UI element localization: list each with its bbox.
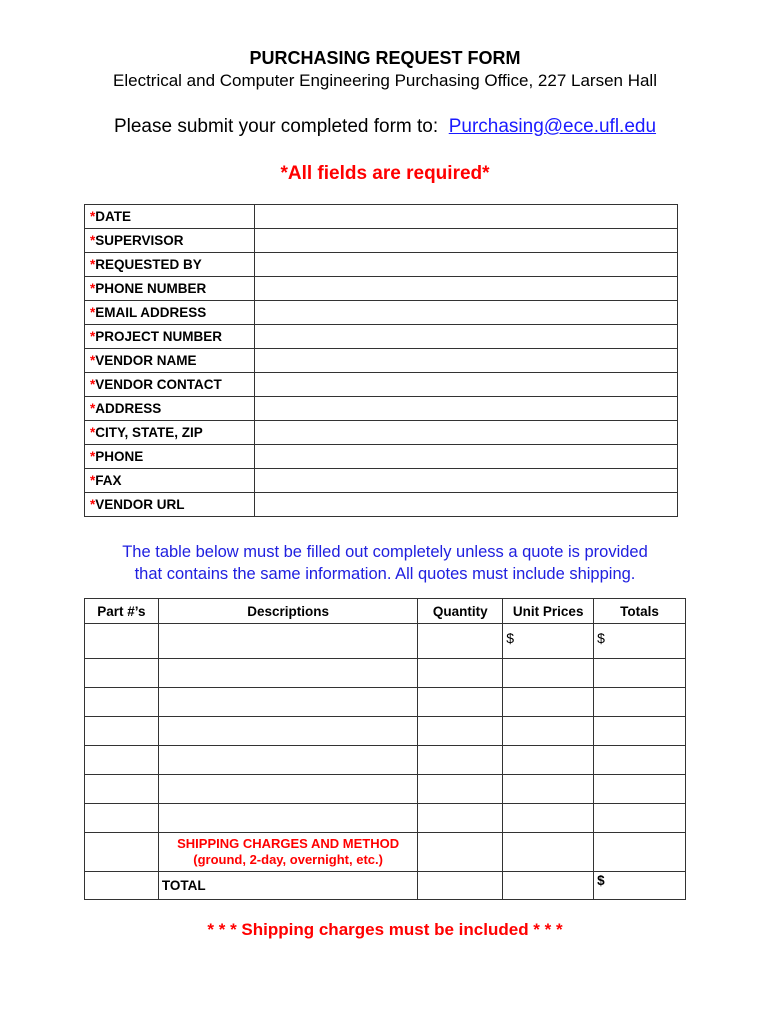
- table-row: [85, 624, 686, 659]
- field-label-text: PHONE: [95, 449, 144, 464]
- col-header-quantity: Quantity: [418, 599, 503, 624]
- grand-total-cell[interactable]: [594, 872, 686, 900]
- part-cell[interactable]: [85, 746, 159, 775]
- field-label-email-address: [85, 301, 255, 325]
- total-row: [85, 872, 686, 900]
- required-marker: *: [90, 473, 96, 488]
- field-value-phone[interactable]: [255, 445, 678, 469]
- shipping-label-line-1: SHIPPING CHARGES AND METHOD: [177, 836, 400, 851]
- field-value-address[interactable]: [255, 397, 678, 421]
- info-row: [85, 445, 678, 469]
- table-row: [85, 688, 686, 717]
- description-cell[interactable]: [158, 804, 418, 833]
- required-marker: *: [90, 233, 96, 248]
- required-marker: *: [90, 425, 96, 440]
- col-header-description: Descriptions: [158, 599, 418, 624]
- field-value-vendor-contact[interactable]: [255, 373, 678, 397]
- total-cell[interactable]: [594, 717, 686, 746]
- quantity-cell: [418, 833, 503, 872]
- field-value-date[interactable]: [255, 205, 678, 229]
- required-marker: *: [90, 449, 96, 464]
- field-label-city-state-zip: [85, 421, 255, 445]
- total-cell[interactable]: [594, 624, 686, 659]
- total-cell[interactable]: [594, 746, 686, 775]
- col-header-totals: Totals: [594, 599, 686, 624]
- info-row: [85, 253, 678, 277]
- info-row: [85, 493, 678, 517]
- info-row: [85, 469, 678, 493]
- part-cell[interactable]: [85, 717, 159, 746]
- field-label-text: FAX: [95, 473, 122, 488]
- field-value-project-number[interactable]: [255, 325, 678, 349]
- field-label-text: PHONE NUMBER: [95, 281, 207, 296]
- description-cell[interactable]: [158, 688, 418, 717]
- field-label-text: DATE: [95, 209, 132, 224]
- form-subtitle: Electrical and Computer Engineering Purchasing Office, 227 Larsen Hall: [113, 71, 657, 90]
- submit-instructions: [0, 116, 770, 138]
- quantity-cell: [418, 872, 503, 900]
- info-row: [85, 301, 678, 325]
- field-value-requested-by[interactable]: [255, 253, 678, 277]
- field-label-text: SUPERVISOR: [95, 233, 184, 248]
- field-label-text: PROJECT NUMBER: [95, 329, 223, 344]
- field-label-project-number: [85, 325, 255, 349]
- quantity-cell[interactable]: [418, 804, 503, 833]
- field-label-text: VENDOR CONTACT: [95, 377, 222, 392]
- required-marker: *: [90, 305, 96, 320]
- field-label-vendor-contact: [85, 373, 255, 397]
- info-row: [85, 229, 678, 253]
- quantity-cell[interactable]: [418, 717, 503, 746]
- table-instructions-line-2: that contains the same information. All quotes must include shipping.: [134, 565, 636, 583]
- field-value-email-address[interactable]: [255, 301, 678, 325]
- quantity-cell[interactable]: [418, 624, 503, 659]
- form-title: PURCHASING REQUEST FORM: [249, 48, 521, 68]
- field-value-vendor-url[interactable]: [255, 493, 678, 517]
- shipping-label: [158, 833, 418, 872]
- field-value-city-state-zip[interactable]: [255, 421, 678, 445]
- info-row: [85, 421, 678, 445]
- table-row: [85, 746, 686, 775]
- description-cell[interactable]: [158, 717, 418, 746]
- table-instructions-line-1: The table below must be filled out completely unless a quote is provided: [122, 543, 648, 561]
- field-label-text: VENDOR URL: [95, 497, 185, 512]
- part-cell[interactable]: [85, 624, 159, 659]
- required-marker: *: [90, 329, 96, 344]
- field-value-supervisor[interactable]: [255, 229, 678, 253]
- total-cell[interactable]: [594, 688, 686, 717]
- required-marker: *: [90, 209, 96, 224]
- unit-price-cell[interactable]: [503, 624, 594, 659]
- info-row: [85, 349, 678, 373]
- description-cell[interactable]: [158, 775, 418, 804]
- field-label-fax: [85, 469, 255, 493]
- required-marker: *: [90, 353, 96, 368]
- description-cell[interactable]: [158, 659, 418, 688]
- info-row: [85, 397, 678, 421]
- part-cell[interactable]: [85, 688, 159, 717]
- description-cell[interactable]: [158, 624, 418, 659]
- unit-price-cell[interactable]: [503, 746, 594, 775]
- unit-price-cell[interactable]: [503, 775, 594, 804]
- table-row: [85, 717, 686, 746]
- part-cell[interactable]: [85, 775, 159, 804]
- info-row: [85, 373, 678, 397]
- currency-symbol: $: [506, 630, 515, 646]
- field-label-date: [85, 205, 255, 229]
- purchasing-email-link[interactable]: Purchasing@ece.ufl.edu: [448, 116, 657, 137]
- info-row: [85, 205, 678, 229]
- table-row: [85, 804, 686, 833]
- field-label-text: EMAIL ADDRESS: [95, 305, 207, 320]
- required-marker: *: [90, 281, 96, 296]
- requester-info-table: [84, 204, 678, 517]
- total-cell[interactable]: [594, 775, 686, 804]
- info-row: [85, 325, 678, 349]
- unit-price-cell: [503, 872, 594, 900]
- col-header-unit-price: Unit Prices: [503, 599, 594, 624]
- required-fields-note: *All fields are required*: [280, 163, 490, 184]
- shipping-label-line-2: (ground, 2-day, overnight, etc.): [193, 852, 383, 867]
- shipping-warning: * * * Shipping charges must be included * * *: [207, 920, 563, 939]
- info-row: [85, 277, 678, 301]
- field-label-text: REQUESTED BY: [95, 257, 202, 272]
- quantity-cell[interactable]: [418, 688, 503, 717]
- description-cell[interactable]: [158, 746, 418, 775]
- part-cell: [85, 833, 159, 872]
- field-label-supervisor: [85, 229, 255, 253]
- field-label-requested-by: [85, 253, 255, 277]
- shipping-row: [85, 833, 686, 872]
- items-table: [84, 598, 686, 900]
- field-label-address: [85, 397, 255, 421]
- items-header-row: [85, 599, 686, 624]
- part-cell[interactable]: [85, 804, 159, 833]
- required-marker: *: [90, 497, 96, 512]
- field-label-phone: [85, 445, 255, 469]
- field-label-phone-number: [85, 277, 255, 301]
- field-value-fax[interactable]: [255, 469, 678, 493]
- table-instructions: [0, 541, 770, 585]
- currency-symbol: $: [597, 873, 605, 888]
- total-label: TOTAL: [158, 872, 418, 900]
- required-marker: *: [90, 377, 96, 392]
- table-row: [85, 775, 686, 804]
- part-cell[interactable]: [85, 659, 159, 688]
- unit-price-cell: [503, 833, 594, 872]
- field-label-text: CITY, STATE, ZIP: [95, 425, 203, 440]
- submit-prefix: Please submit your completed form to:: [113, 116, 439, 137]
- quantity-cell[interactable]: [418, 746, 503, 775]
- unit-price-cell[interactable]: [503, 688, 594, 717]
- unit-price-cell[interactable]: [503, 717, 594, 746]
- field-value-phone-number[interactable]: [255, 277, 678, 301]
- unit-price-cell[interactable]: [503, 804, 594, 833]
- field-value-vendor-name[interactable]: [255, 349, 678, 373]
- table-row: [85, 659, 686, 688]
- unit-price-cell[interactable]: [503, 659, 594, 688]
- total-cell[interactable]: [594, 804, 686, 833]
- quantity-cell[interactable]: [418, 775, 503, 804]
- currency-symbol: $: [597, 630, 605, 646]
- shipping-total-cell[interactable]: [594, 833, 686, 872]
- total-cell[interactable]: [594, 659, 686, 688]
- part-cell: [85, 872, 159, 900]
- required-marker: *: [90, 257, 96, 272]
- field-label-text: ADDRESS: [95, 401, 162, 416]
- col-header-part: Part #’s: [85, 599, 159, 624]
- field-label-vendor-url: [85, 493, 255, 517]
- quantity-cell[interactable]: [418, 659, 503, 688]
- field-label-text: VENDOR NAME: [95, 353, 197, 368]
- required-marker: *: [90, 401, 96, 416]
- field-label-vendor-name: [85, 349, 255, 373]
